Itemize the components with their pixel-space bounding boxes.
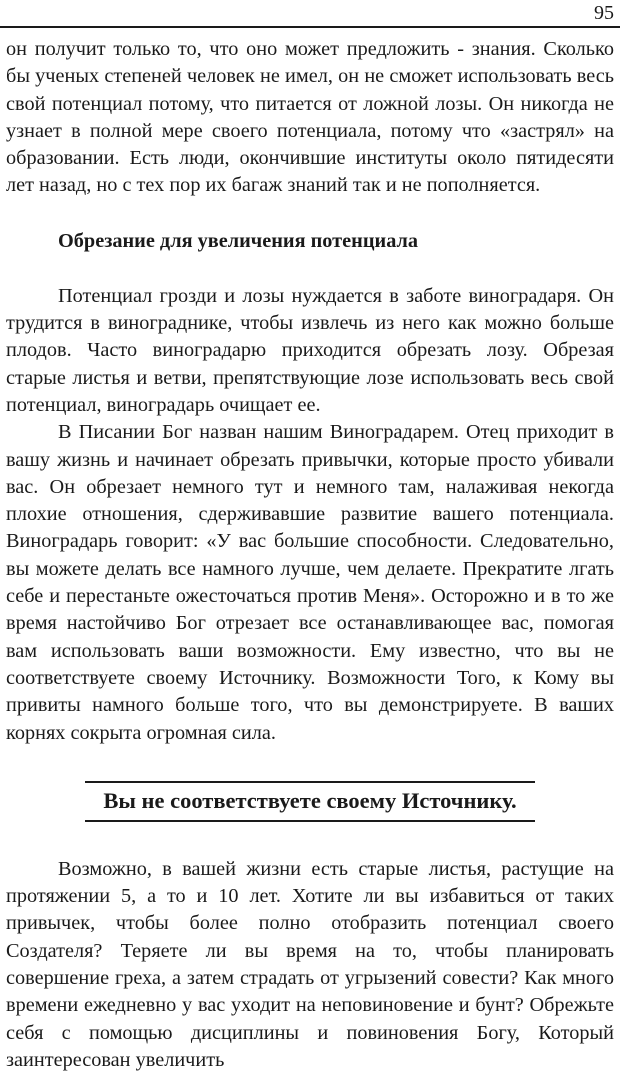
subheading: Обрезание для увеличения потенциала	[58, 229, 419, 252]
paragraph-scripture: В Писании Бог назван нашим Виноградарем. Отец приходит в вашу жизнь и начинает обрезать привычки, которые просто убивали вас. Он обрезает немного тут и немного там, налаживая некогда плохие отношения, сдерживавшие развитие вашего потенциала. Виноградарь говорит: «У вас большие способности. Следовательно, вы можете делать все намного лучше, чем делаете. Прекратите лгать себе и перестаньте ожесточаться против Меня». Осторожно и в то же время настойчиво Бог отрезает все останавливающее вас, помогая вам использовать ваши возможности. Ему известно, что вы не соответствуете своему Источнику. Возможности Того, к Кому вы привиты намного больше того, что вы демонстрируете. В ваших корнях сокрыта огромная сила.	[6, 421, 614, 744]
paragraph-vinedresser: Потенциал грозди и лозы нуждается в заботе виноградаря. Он трудится в винограднике, чтобы извлечь из него как можно больше плодов. Часто виноградарю приходится обрезать лозу. Обрезая старые листья и ветви, препятствующие лозе использовать весь свой потенциал, виноградарь очищает ее.	[6, 284, 614, 416]
paragraph-old-leaves: Возможно, в вашей жизни есть старые листья, растущие на протяжении 5, а то и 10 лет. Хотите ли вы избавиться от таких привычек, чтобы более полно отобразить потенциал своего Создателя? Теряете ли вы время на то, чтобы планировать совершение греха, а затем страдать от угрызений совести? Как много времени ежедневно у вас уходит на неповиновение и бунт? Обрежьте себя с помощью дисциплины и повиновения Богу, Который заинтересован увеличить	[6, 857, 614, 1071]
header-rule	[0, 26, 620, 28]
section-heading: Вы не соответствуете своему Источнику.	[85, 781, 535, 822]
page-content	[6, 36, 614, 1074]
paragraph-continuation: он получит только то, что оно может предложить - знания. Сколько бы ученых степеней человек не имел, он не сможет использовать весь свой потенциал потому, что питается от ложной лозы. Он никогда не узнает в полной мере своего потенциала, потому что «застрял» на образовании. Есть люди, окончившие институты около пятидесяти лет назад, но с тех пор их багаж знаний так и не пополняется.	[6, 38, 614, 197]
page-number: 95	[594, 2, 614, 24]
